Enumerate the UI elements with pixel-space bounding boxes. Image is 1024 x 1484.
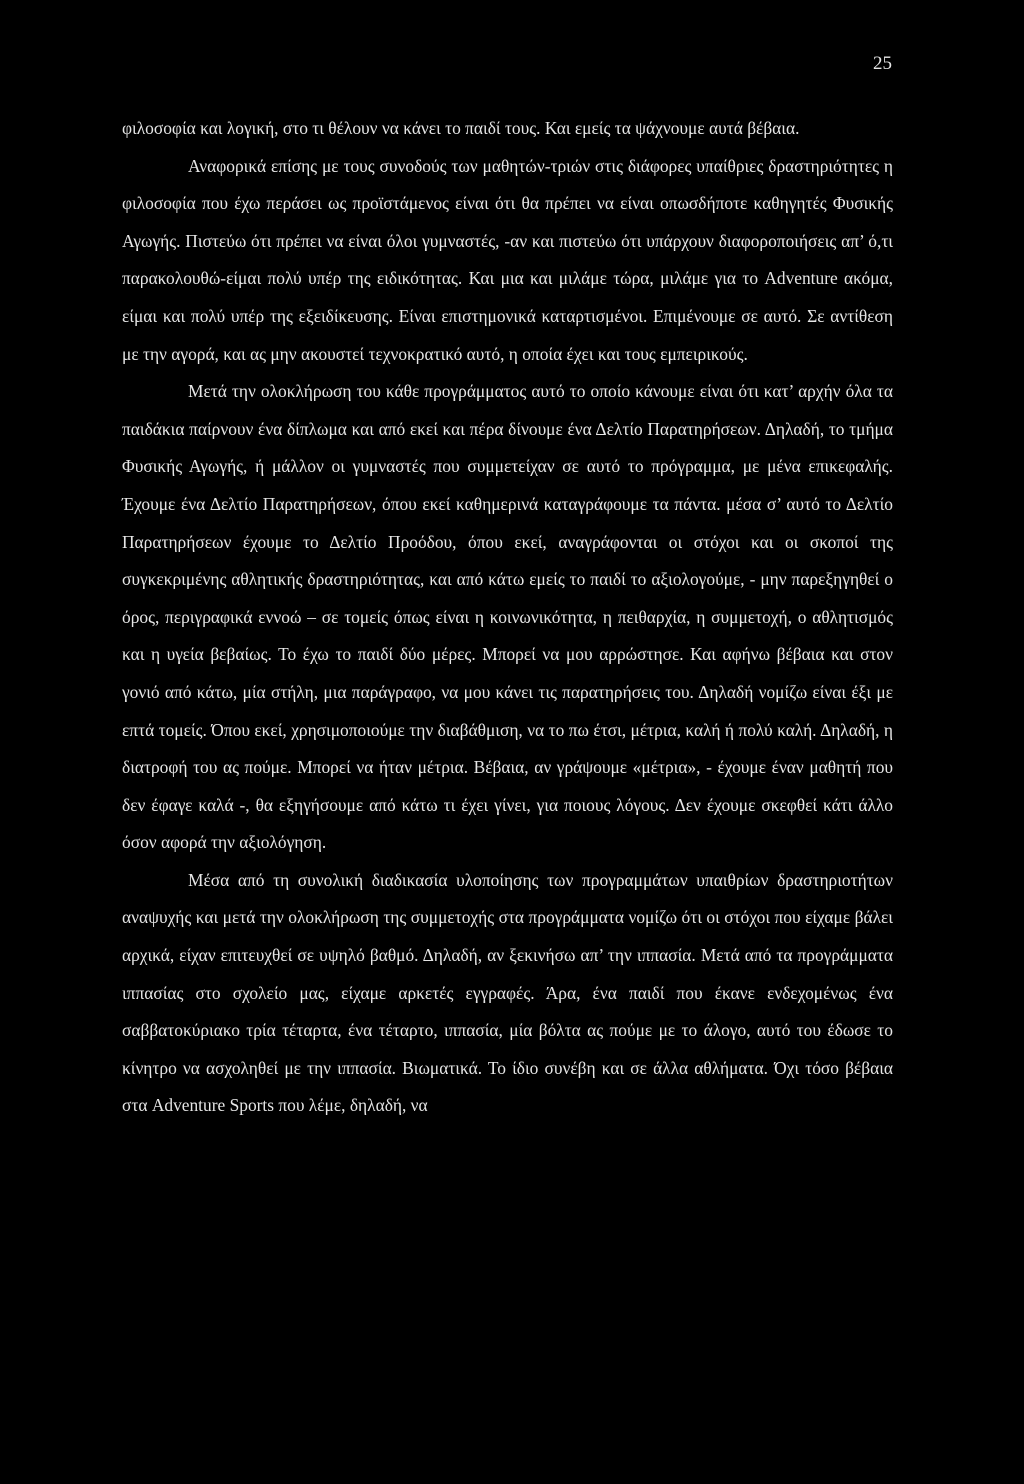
paragraph-4: Μέσα από τη συνολική διαδικασία υλοποίησης των προγραμμάτων υπαιθρίων δραστηριοτήτων αναψυχής και μετά την ολοκλήρωση της συμμετοχής στα προγράμματα νομίζω ότι οι στόχοι που είχαμε βάλει αρχικά, είχαν επιτευχθεί σε υψηλό βαθμό. Δηλαδή, αν ξεκινήσω απ’ την ιππασία. Μετά από τα προγράμματα ιππασίας στο σχολείο μας, είχαμε αρκετές εγγραφές. Άρα, ένα παιδί που έκανε ενδεχομένως ένα σαββατοκύριακο τρία τέταρτα, ένα τέταρτο, ιππασία, μία βόλτα ας πούμε με το άλογο, αυτό του έδωσε το κίνητρο να ασχοληθεί με την ιππασία. Βιωματικά. Το ίδιο συνέβη και σε άλλα αθλήματα. Όχι τόσο βέβαια στα Adventure Sports που λέμε, δηλαδή, να (122, 869, 893, 1116)
paragraph-2: Αναφορικά επίσης με τους συνοδούς των μαθητών-τριών στις διάφορες υπαίθριες δραστηριότητες η φιλοσοφία που έχω περάσει ως προϊστάμενος είναι ότι θα πρέπει να είναι οπωσδήποτε καθηγητές Φυσικής Αγωγής. Πιστεύω ότι πρέπει να είναι όλοι γυμναστές, -αν και πιστεύω ότι υπάρχουν διαφοροποιήσεις απ’ ό,τι παρακολουθώ-είμαι πολύ υπέρ της ειδικότητας. Και μια και μιλάμε τώρα, μιλάμε για το Adventure ακόμα, είμαι και πολύ υπέρ της εξειδίκευσης. Είναι επιστημονικά καταρτισμένοι. Επιμένουμε σε αυτό. Σε αντίθεση με την αγορά, και ας μην ακουστεί τεχνοκρατικό αυτό, η οποία έχει και τους εμπειρικούς. (122, 155, 893, 364)
paragraph-1: φιλοσοφία και λογική, στο τι θέλουν να κάνει το παιδί τους. Και εμείς τα ψάχνουμε αυτά βέβαια. (122, 118, 800, 138)
paragraph-3: Μετά την ολοκλήρωση του κάθε προγράμματος αυτό το οποίο κάνουμε είναι ότι κατ’ αρχήν όλα τα παιδάκια παίρνουν ένα δίπλωμα και από εκεί και πέρα δίνουμε ένα Δελτίο Παρατηρήσεων. Δηλαδή, το τμήμα Φυσικής Αγωγής, ή μάλλον οι γυμναστές που συμμετείχαν σε αυτό το πρόγραμμα, με μένα επικεφαλής. Έχουμε ένα Δελτίο Παρατηρήσεων, όπου εκεί καθημερινά καταγράφουμε τα πάντα. μέσα σ’ αυτό το Δελτίο Παρατηρήσεων έχουμε το Δελτίο Προόδου, όπου εκεί, αναγράφονται οι στόχοι και οι σκοποί της συγκεκριμένης αθλητικής δραστηριότητας, και από κάτω εμείς το παιδί το αξιολογούμε, - μην παρεξηγηθεί ο όρος, περιγραφικά εννοώ – σε τομείς όπως είναι η κοινωνικότητα, η πειθαρχία, η συμμετοχή, ο αθλητισμός και η υγεία βεβαίως. Το έχω το παιδί δύο μέρες. Μπορεί να μου αρρώστησε. Και αφήνω βέβαια και στον γονιό από κάτω, μία στήλη, μια παράγραφο, να μου κάνει τις παρατηρήσεις του. Δηλαδή νομίζω είναι έξι με επτά τομείς. Όπου εκεί, χρησιμοποιούμε την διαβάθμιση, να το πω έτσι, μέτρια, καλή ή πολύ καλή. Δηλαδή, η διατροφή του ας πούμε. Μπορεί να ήταν μέτρια. Βέβαια, αν γράψουμε «μέτρια», - έχουμε έναν μαθητή που δεν έφαγε καλά -, θα εξηγήσουμε από κάτω τι έχει γίνει, για ποιους λόγους. Δεν έχουμε σκεφθεί κάτι άλλο όσον αφορά την αξιολόγηση. (122, 381, 893, 853)
page-number: 25 (873, 53, 892, 74)
document-body (122, 110, 893, 1125)
